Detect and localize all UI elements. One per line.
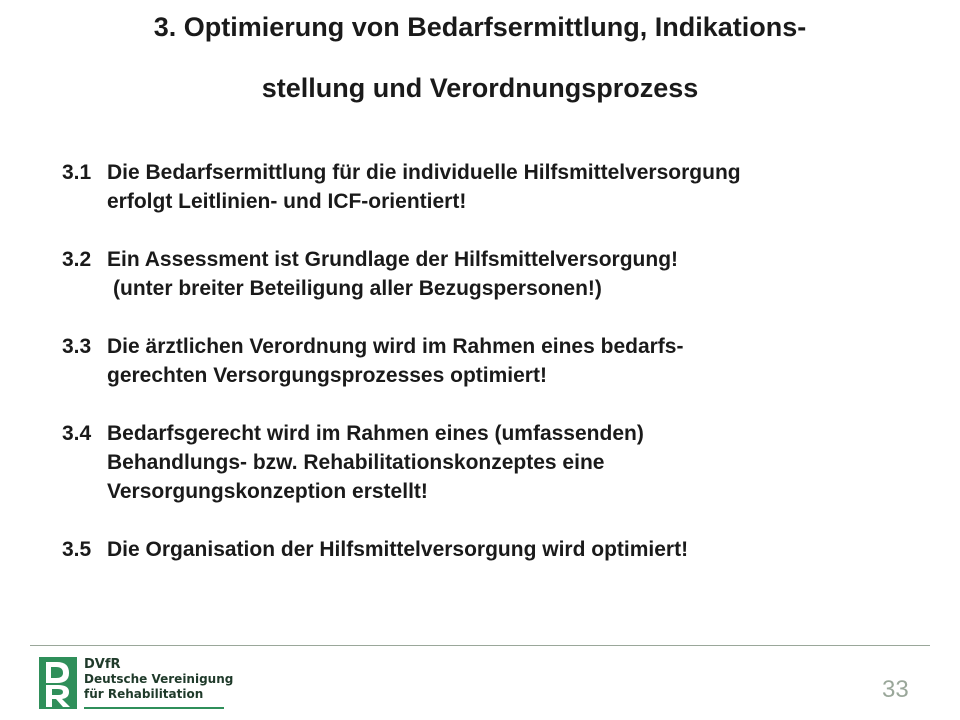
list-item xyxy=(62,535,942,564)
slide-title-line-2: stellung und Verordnungsprozess xyxy=(261,73,699,103)
logo-name-line-2: für Rehabilitation xyxy=(84,687,204,701)
item-number: 3.1 xyxy=(62,161,92,184)
footer-divider xyxy=(30,645,930,646)
list-item xyxy=(62,158,942,216)
dvfr-logo xyxy=(39,657,234,709)
item-line: Bedarfsgerecht wird im Rahmen eines (umfassenden) xyxy=(107,422,644,445)
item-line: Die Bedarfsermittlung für die individuelle Hilfsmittelversorgung xyxy=(107,161,741,184)
item-line: Versorgungskonzeption erstellt! xyxy=(107,480,428,503)
item-number: 3.4 xyxy=(62,422,92,445)
item-text xyxy=(107,158,942,216)
item-line: Die Organisation der Hilfsmittelversorgung wird optimiert! xyxy=(107,538,689,561)
list-item xyxy=(62,332,942,390)
logo-text xyxy=(84,657,234,702)
item-line: (unter breiter Beteiligung aller Bezugspersonen!) xyxy=(113,277,602,300)
item-line: Ein Assessment ist Grundlage der Hilfsmittelversorgung! xyxy=(107,248,679,271)
logo-abbreviation: DVfR xyxy=(84,657,121,672)
logo-underline xyxy=(84,707,224,709)
item-number: 3.5 xyxy=(62,538,92,561)
item-line: gerechten Versorgungsprozesses optimiert! xyxy=(107,364,547,387)
item-line: Behandlungs- bzw. Rehabilitationskonzeptes eine xyxy=(107,451,605,474)
item-text xyxy=(107,245,942,303)
item-line: Die ärztlichen Verordnung wird im Rahmen eines bedarfs- xyxy=(107,335,684,358)
page-number: 33 xyxy=(882,676,909,703)
dvfr-logo-icon xyxy=(39,657,77,709)
list-item xyxy=(62,245,942,303)
item-line: erfolgt Leitlinien- und ICF-orientiert! xyxy=(107,190,467,213)
list-item xyxy=(62,419,942,506)
item-number: 3.2 xyxy=(62,248,92,271)
slide-title-line-1: 3. Optimierung von Bedarfsermittlung, Indikations- xyxy=(153,12,807,42)
item-text xyxy=(107,332,942,390)
logo-name-line-1: Deutsche Vereinigung xyxy=(84,672,234,686)
item-number: 3.3 xyxy=(62,335,92,358)
item-text xyxy=(107,535,942,564)
item-list xyxy=(62,158,942,593)
item-text xyxy=(107,419,942,506)
